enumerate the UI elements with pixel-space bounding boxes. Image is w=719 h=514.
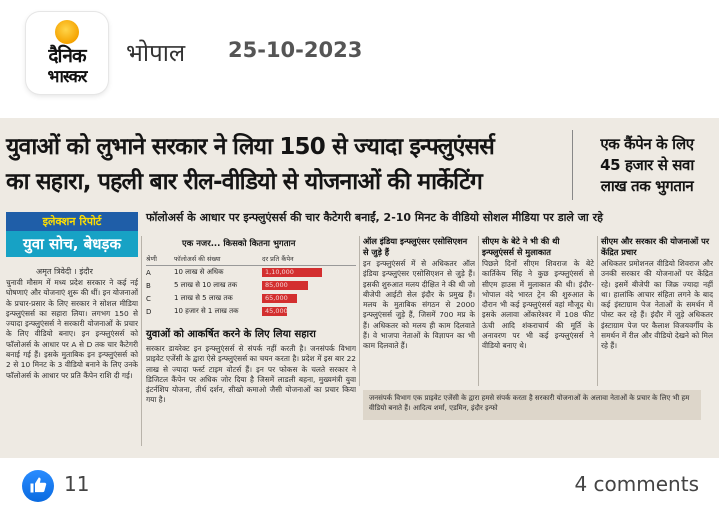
article-headline: [6, 130, 566, 200]
logo-text-line2: भास्कर: [47, 67, 87, 87]
payment-table: [146, 254, 356, 318]
headline-line2: का सहारा, पहली बार रील-वीडियो से योजनाओं की मार्केटिंग: [6, 169, 483, 195]
article-column-3: इन इन्फ्लुएंसर्स में से अधिकतर ऑल इंडिया इन्फ्लुएंसर एसोसिएशन से जुड़े हैं। इसकी शुरुआत मलय दीक्षित ने की थी जो बीजेपी आईटी सेल इंदौर के प्रमुख हैं। मलय के मुताबिक संगठन से 2000 इन्फ्लुएंसर्स जुड़े हैं, जिसमें 700 मप्र के हैं। अधिकतर को मलय ही काम दिलवाते हैं। वे भाजपा नेताओं के विज्ञापन का भी काम दिलवाते हैं।: [363, 259, 475, 351]
post-header: [0, 0, 719, 100]
post-date: 25-10-2023: [228, 38, 363, 62]
article-column-4: पिछले दिनों सीएम शिवराज के बेटे कार्तिकेय सिंह ने कुछ इन्फ्लुएंसर्स से सीएम हाउस में मुलाकात की थी। इंदौर-भोपाल वंदे भारत ट्रेन की शुरुआत के दौरान भी कई इन्फ्लुएंसर्स वहां मौजूद थे। इसके अलावा ओंकारेश्वर में 108 फीट ऊंची आदि शंकराचार्य की मूर्ति के अनावरण पर भी कई इन्फ्लुएंसर्स ने वीडियो बनाए थे।: [482, 259, 594, 351]
table-cell: 10 हजार से 1 लाख तक: [174, 307, 239, 315]
table-cell: A: [146, 268, 151, 277]
column-title: सीएम और सरकार की योजनाओं पर केंद्रित प्रचार: [601, 236, 710, 257]
article-column-5: अधिकतर प्रमोशनल वीडियो शिवराज और उनकी सरकार की योजनाओं पर केंद्रित रहे। इसमें बीजेपी का जिक्र ज्यादा नहीं था। हालांकि आचार संहिता लगने के बाद कई इंस्टाग्राम पेज नेताओं के समर्थन में पोस्ट कर रहे हैं। इंदौर में जुड़े अधिकतर इंस्टाग्राम पेज पर कैलाश विजयवर्गीय के समर्थन में रील और वीडियो देखने को मिल रहे हैं।: [601, 259, 713, 351]
table-header-cell: फॉलोअर्स की संख्या: [174, 255, 221, 263]
pull-quote: जनसंपर्क विभाग एक प्राइवेट एजेंसी के द्वारा हमसे संपर्क करता है सरकारी योजनाओं के अलावा नेताओं के प्रचार के लिए भी हम वीडियो बनाते हैं। आदित्य शर्मा, एडमिन, इंदौर इन्फो: [363, 390, 701, 420]
badge-bottom: युवा सोच, बेधड़क: [6, 231, 138, 257]
divider: [359, 236, 360, 386]
like-count[interactable]: 11: [64, 472, 90, 496]
article-column-1: चुनावी मौसम में मध्य प्रदेश सरकार ने कई नई घोषणाएं और योजनाएं शुरू की थीं। इन योजनाओं के प्रचार-प्रसार के लिए सरकार ने सोशल मीडिया इन्फ्लुएंसर्स का सहारा लिया। लगभग 150 से ज्यादा इन्फ्लुएंसर्स ने सरकारी योजनाओं के प्रचार के लिए वीडियो बनाए। इन इन्फ्लुएंसर्स को फॉलोअर्स के आधार पर A से D तक चार कैटेगरी बनाई गई हैं। इसके मुताबिक इन इन्फ्लुएंसर्स को 2 से 10 मिनट के 3 वीडियो बनाने के लिए उनके फॉलोअर्स के आधार पर प्रति कैंपेन राशि दी गई।: [6, 278, 138, 380]
logo-text-line1: दैनिक: [48, 45, 86, 67]
election-report-badge: [6, 212, 138, 260]
table-title: एक नजर... किसको कितना भुगतान: [182, 239, 296, 249]
table-header-cell: दर प्रति कैंपेन: [262, 255, 294, 263]
post-city: भोपाल: [126, 39, 186, 67]
badge-top: इलेक्शन रिपोर्ट: [6, 212, 138, 231]
side-headline-line2: 45 हजार से सवा: [600, 156, 694, 174]
sun-icon: [55, 20, 79, 44]
newspaper-clipping[interactable]: [0, 118, 719, 458]
divider: [597, 236, 598, 386]
column-title: सीएम के बेटे ने भी की थी इन्फ्लुएंसर्स से मुलाकात: [482, 236, 560, 257]
byline: अमृत त्रिवेदी । इंदौर: [36, 267, 93, 276]
table-cell: 10 लाख से अधिक: [174, 268, 224, 276]
rate-bar: 65,000: [262, 294, 297, 303]
reactions-bar: [0, 458, 719, 514]
table-row: [146, 305, 356, 318]
side-headline-line3: लाख तक भुगतान: [600, 177, 694, 195]
table-row: [146, 292, 356, 305]
divider: [141, 236, 142, 446]
rate-bar: 1,10,000: [262, 268, 322, 277]
comments-link[interactable]: 4 comments: [574, 472, 699, 496]
table-cell: 5 लाख से 10 लाख तक: [174, 281, 238, 289]
section-title: युवाओं को आकर्षित करने के लिए लिया सहारा: [146, 329, 316, 340]
article-section-text: सरकार डायरेक्ट इन इन्फ्लुएंसर्स से संपर्क नहीं करती है। जनसंपर्क विभाग प्राइवेट एजेंसी के द्वारा ऐसे इन्फ्लुएंसर्स का चयन करता है। प्रदेश में इस बार 22 लाख से ज्यादा फर्स्ट टाइम वोटर्स हैं। इन पर फोकस के चलते सरकार ने डिजिटल कैंपेन पर अधिक जोर दिया है जिसमें लाडली बहना, मुख्यमंत्री युवा इंटर्नशिप योजना, तीर्थ दर्शन, सीखो कमाओ जैसी योजनाओं का प्रचार किया गया है।: [146, 344, 356, 405]
table-cell: C: [146, 294, 151, 303]
dainik-bhaskar-logo[interactable]: [26, 12, 108, 94]
headline-line1: युवाओं को लुभाने सरकार ने लिया 150 से ज्यादा इन्फ्लुएंसर्स: [6, 134, 495, 160]
column-title: ऑल इंडिया इन्फ्लुएंसर एसोसिएशन से जुड़े हैं: [363, 236, 468, 257]
table-row: [146, 266, 356, 279]
rate-bar: 45,000: [262, 307, 287, 316]
table-header-cell: श्रेणी: [146, 255, 157, 263]
table-cell: 1 लाख से 5 लाख तक: [174, 294, 233, 302]
table-cell: B: [146, 281, 151, 290]
rate-bar: 85,000: [262, 281, 308, 290]
divider: [478, 236, 479, 386]
table-row: [146, 279, 356, 292]
divider: [572, 130, 573, 200]
table-header: [146, 254, 356, 266]
side-headline: [581, 134, 713, 197]
side-headline-line1: एक कैंपेन के लिए: [600, 135, 694, 153]
table-cell: D: [146, 307, 152, 316]
thumbs-up-icon[interactable]: [22, 470, 54, 502]
article-subheadline: फॉलोअर्स के आधार पर इन्फ्लुएंसर्स की चार कैटेगरी बनाईं, 2-10 मिनट के वीडियो सोशल मीडिया पर डाले जा रहे: [146, 211, 603, 224]
